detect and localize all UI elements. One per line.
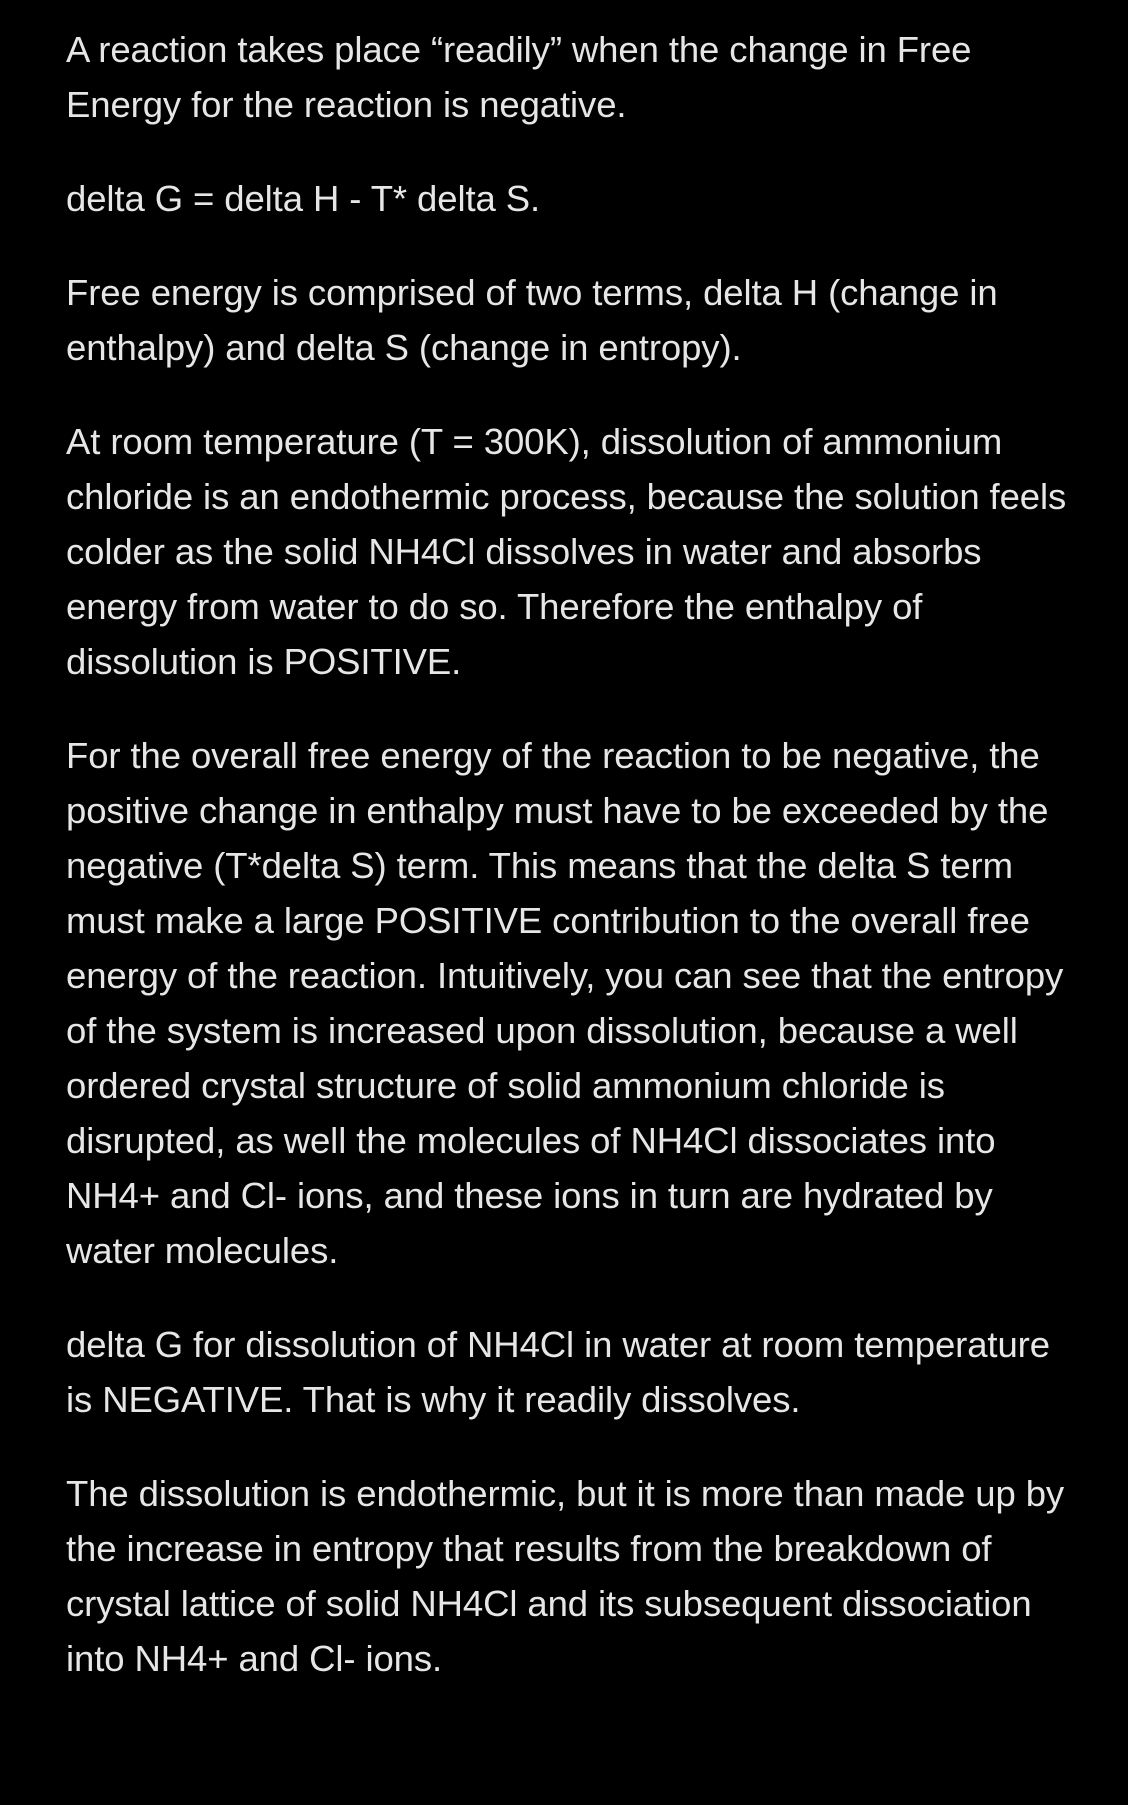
paragraph-readily-definition: A reaction takes place “readily” when the change in Free Energy for the reaction is negative.	[66, 29, 972, 125]
paragraph-conclusion: The dissolution is endothermic, but it is more than made up by the increase in entropy that results from the breakdown of crystal lattice of solid NH4Cl and its subsequent dissociation into NH4+ and Cl- ions.	[66, 1473, 1065, 1679]
paragraph-endothermic-enthalpy: At room temperature (T = 300K), dissolution of ammonium chloride is an endothermic process, because the solution feels colder as the solid NH4Cl dissolves in water and absorbs energy from water to do so. Therefore the enthalpy of dissolution is POSITIVE.	[66, 421, 1067, 682]
paragraph-free-energy-terms: Free energy is comprised of two terms, delta H (change in enthalpy) and delta S (change in entropy).	[66, 272, 998, 368]
paragraph-delta-g-negative: delta G for dissolution of NH4Cl in water at room temperature is NEGATIVE. That is why it readily dissolves.	[66, 1324, 1050, 1420]
paragraph-gibbs-equation: delta G = delta H - T* delta S.	[66, 178, 541, 219]
answer-text-body	[66, 22, 1076, 1686]
paragraph-entropy-contribution: For the overall free energy of the reaction to be negative, the positive change in enthalpy must have to be exceeded by the negative (T*delta S) term. This means that the delta S term must make a large POSITIVE contribution to the overall free energy of the reaction. Intuitively, you can see that the entropy of the system is increased upon dissolution, because a well ordered crystal structure of solid ammonium chloride is disrupted, as well the molecules of NH4Cl dissociates into NH4+ and Cl- ions, and these ions in turn are hydrated by water molecules.	[66, 735, 1064, 1271]
